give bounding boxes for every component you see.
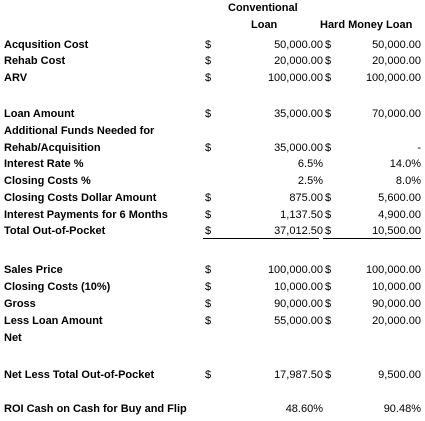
conventional-value: 2.5% [297,175,323,187]
row-label: Less Loan Amount [4,315,103,327]
conventional-currency: $ [205,315,212,327]
row-label: Interest Payments for 6 Months [4,209,168,221]
conventional-value: 20,000.00 [274,55,323,67]
hard-money-currency: $ [325,298,332,310]
table-row [0,54,425,69]
table-row [0,107,425,122]
hard-money-value: 8.0% [395,175,421,187]
hard-money-currency: $ [325,369,332,381]
conventional-currency: $ [205,192,212,204]
hard-money-value: 50,000.00 [372,39,421,51]
conventional-value: 35,000.00 [274,108,323,120]
hard-money-value: 10,000.00 [372,281,421,293]
conventional-value: 100,000.00 [267,72,323,84]
hard-money-total-underline [323,238,421,239]
row-label: Loan Amount [4,108,75,120]
hard-money-value: 100,000.00 [365,72,421,84]
table-row [0,141,425,156]
hard-money-value: 4,900.00 [378,209,421,221]
hard-money-value: 90.48% [383,403,421,415]
conventional-currency: $ [205,142,212,154]
row-label: Rehab Cost [4,55,66,67]
header-hard-money-loan: Hard Money Loan [320,19,413,31]
conventional-value: 17,987.50 [274,369,323,381]
conventional-value: 6.5% [297,158,323,170]
conventional-value: 100,000.00 [267,264,323,276]
hard-money-value: 14.0% [389,158,421,170]
table-row [0,38,425,53]
table-row [0,263,425,278]
table-row [0,124,425,139]
hard-money-currency: $ [325,192,332,204]
conventional-value: 1,137.50 [280,209,323,221]
hard-money-value: 20,000.00 [372,55,421,67]
conventional-value: 48.60% [285,403,323,415]
hard-money-currency: $ [325,39,332,51]
table-row [0,191,425,206]
hard-money-currency: $ [325,209,332,221]
table-row [0,368,425,383]
table-row [0,297,425,312]
conventional-value: 10,000.00 [274,281,323,293]
row-label: Acqusition Cost [4,39,89,51]
table-row [0,331,425,346]
conventional-value: 35,000.00 [274,142,323,154]
row-label: ROI Cash on Cash for Buy and Flip [4,403,187,415]
conventional-total-underline [203,238,319,239]
row-label: Sales Price [4,264,63,276]
conventional-currency: $ [205,264,212,276]
hard-money-value: 20,000.00 [372,315,421,327]
hard-money-currency: $ [325,225,332,237]
hard-money-currency: $ [325,281,332,293]
table-row [0,224,425,239]
hard-money-currency: $ [325,264,332,276]
hard-money-currency: $ [325,315,332,327]
row-label: Total Out-of-Pocket [4,225,106,237]
row-label: Closing Costs (10%) [4,281,111,293]
conventional-value: 50,000.00 [274,39,323,51]
conventional-value: 90,000.00 [274,298,323,310]
hard-money-value: 9,500.00 [378,369,421,381]
conventional-currency: $ [205,369,212,381]
conventional-value: 55,000.00 [274,315,323,327]
conventional-currency: $ [205,225,212,237]
header-conventional: Conventional [228,2,298,14]
hard-money-currency: $ [325,142,332,154]
hard-money-value: - [417,142,421,154]
table-row [0,208,425,223]
table-row [0,280,425,295]
row-label: Gross [4,298,36,310]
row-label: Closing Costs % [4,175,91,187]
conventional-currency: $ [205,209,212,221]
hard-money-value: 10,500.00 [372,225,421,237]
conventional-currency: $ [205,72,212,84]
row-label: Net [4,332,22,344]
hard-money-currency: $ [325,72,332,84]
table-row [0,157,425,172]
conventional-currency: $ [205,298,212,310]
row-label: Rehab/Acquisition [4,142,101,154]
table-row [0,174,425,189]
conventional-value: 875.00 [289,192,323,204]
conventional-currency: $ [205,55,212,67]
row-label: ARV [4,72,28,84]
table-row [0,71,425,86]
row-label: Additional Funds Needed for [4,125,155,137]
conventional-currency: $ [205,39,212,51]
hard-money-currency: $ [325,55,332,67]
conventional-currency: $ [205,108,212,120]
hard-money-value: 5,600.00 [378,192,421,204]
hard-money-value: 70,000.00 [372,108,421,120]
table-row [0,314,425,329]
conventional-value: 37,012.50 [274,225,323,237]
row-label: Interest Rate % [4,158,84,170]
hard-money-value: 100,000.00 [365,264,421,276]
row-label: Closing Costs Dollar Amount [4,192,157,204]
conventional-currency: $ [205,281,212,293]
hard-money-currency: $ [325,108,332,120]
header-loan: Loan [251,19,278,31]
table-row [0,402,425,417]
hard-money-value: 90,000.00 [372,298,421,310]
row-label: Net Less Total Out-of-Pocket [4,369,155,381]
